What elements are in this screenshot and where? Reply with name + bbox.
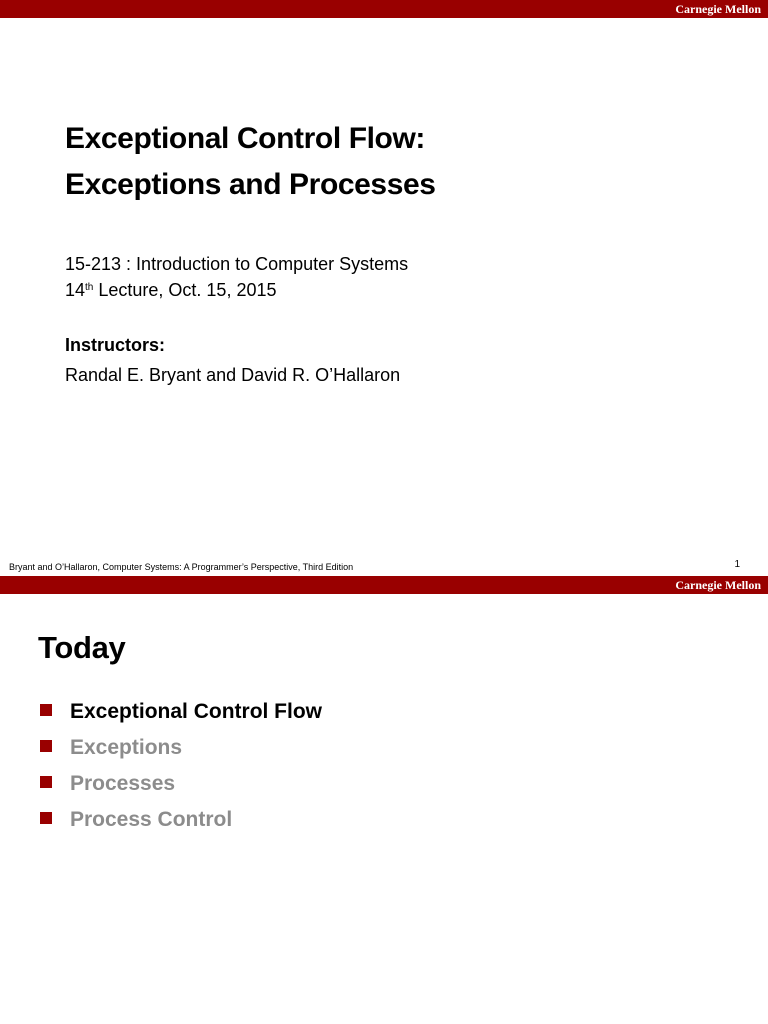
square-bullet-icon [40,704,52,716]
brand-label: Carnegie Mellon [675,578,761,592]
square-bullet-icon [40,776,52,788]
instructors-names: Randal E. Bryant and David R. O’Hallaron [65,365,401,385]
lecture-date: Lecture, Oct. 15, 2015 [93,280,277,300]
square-bullet-icon [40,740,52,752]
slide-title-line-1: Exceptional Control Flow: [65,122,426,155]
brand-label: Carnegie Mellon [675,2,761,16]
agenda-item [40,766,322,802]
agenda-item-label: Exceptional Control Flow [70,700,323,723]
agenda-item [40,802,322,838]
course-line: 15-213 : Introduction to Computer Systems [65,254,409,274]
lecture-ordinal-suffix: th [85,282,94,293]
brand-bar [0,0,768,18]
instructors-label: Instructors: [65,335,166,355]
square-bullet-icon [40,812,52,824]
slide-title-line-2: Exceptions and Processes [65,168,436,201]
slide-footer: Bryant and O’Hallaron, Computer Systems: A Programmer’s Perspective, Third Edition [9,562,354,572]
agenda-item-label: Process Control [70,808,233,831]
agenda-item-label: Processes [70,772,176,795]
page-number: 1 [734,559,740,570]
lecture-line [65,277,408,303]
agenda-item [40,694,322,730]
course-info [65,251,408,303]
agenda-item [40,730,322,766]
agenda-slide [0,576,768,1024]
agenda-item-label: Exceptions [70,736,183,759]
agenda-list [40,694,322,838]
brand-bar [0,576,768,594]
slide-title [65,116,436,208]
agenda-title: Today [38,630,126,665]
lecture-number: 14 [65,280,86,300]
